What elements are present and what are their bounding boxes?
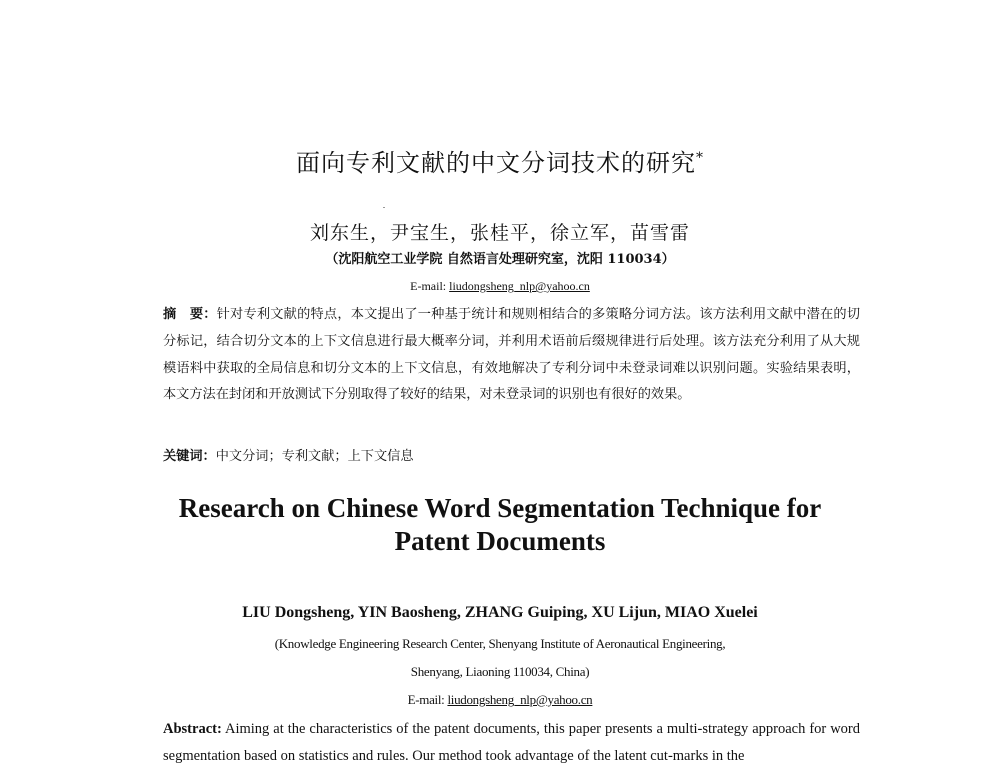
email-link[interactable]: liudongsheng_nlp@yahoo.cn	[447, 692, 593, 707]
keywords-text: 中文分词；专利文献；上下文信息	[215, 449, 414, 464]
email-label: E-mail:	[410, 279, 450, 293]
chinese-title	[0, 143, 1000, 178]
title-footnote-mark: *	[696, 150, 704, 166]
keywords-label: 关键词：	[163, 449, 216, 464]
chinese-abstract	[163, 302, 860, 409]
chinese-abstract-text: 针对专利文献的特点，本文提出了一种基于统计和规则相结合的多策略分词方法。该方法利用文献中潜在的切分标记，结合切分文本的上下文信息进行最大概率分词，并利用术语前后缀规律进行后处理。该方法充分利用了从大规模语料中获取的全局信息和切分文本的上下文信息，有效地解决了专利分词中未登录词难以识别问题。实验结果表明，本文方法在封闭和开放测试下分别取得了较好的结果，对未登录词的识别也有很好的效果。	[163, 307, 861, 403]
chinese-keywords	[163, 445, 860, 464]
english-authors: LIU Dongsheng, YIN Baosheng, ZHANG Guiping, XU Lijun, MIAO Xuelei	[242, 604, 758, 621]
chinese-email	[0, 279, 1000, 294]
scan-speck	[383, 207, 385, 208]
english-affiliation-line1: (Knowledge Engineering Research Center, Shenyang Institute of Aeronautical Engineering,	[274, 636, 726, 651]
chinese-affiliation: （沈阳航空工业学院 自然语言处理研究室，沈阳 110034）	[325, 252, 675, 267]
email-label: E-mail:	[407, 692, 448, 707]
email-link[interactable]: liudongsheng_nlp@yahoo.cn	[449, 279, 590, 293]
english-affiliation-line2: Shenyang, Liaoning 110034, China)	[410, 664, 590, 679]
english-abstract-label: Abstract:	[163, 721, 222, 737]
chinese-abstract-label: 摘 要：	[163, 307, 217, 322]
english-title: Research on Chinese Word Segmentation Technique for Patent Documents	[178, 493, 822, 556]
english-abstract-text: Aiming at the characteristics of the patent documents, this paper presents a multi-strategy approach for word segmentation based on statistics and rules. Our method took advantage of the latent cut-marks in the	[163, 721, 860, 764]
chinese-authors: 刘东生，尹宝生，张桂平，徐立军，苗雪雷	[309, 222, 690, 244]
chinese-title-text: 面向专利文献的中文分词技术的研究	[296, 149, 696, 177]
english-abstract	[163, 716, 860, 770]
english-email	[0, 692, 1000, 708]
